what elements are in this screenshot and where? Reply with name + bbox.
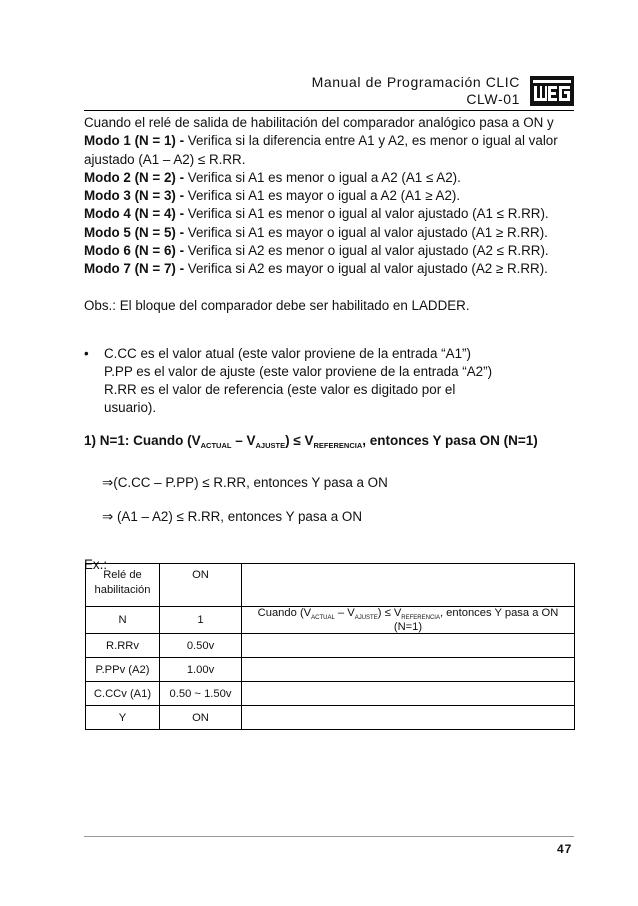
header-rule (84, 110, 574, 111)
bullet-line: C.CC es el valor atual (este valor proviene de la entrada “A1”) (104, 345, 471, 361)
table-row (86, 658, 575, 682)
table-cell (242, 706, 575, 730)
bullet-line: R.RR es el valor de referencia (este valor es digitado por el (104, 381, 456, 397)
bullet-line: P.PP es el valor de ajuste (este valor proviene de la entrada “A2”) (104, 363, 493, 379)
formula-mid1: – V (231, 432, 256, 448)
table-row (86, 607, 575, 634)
page-body (84, 114, 576, 574)
implies-arrow-icon: ⇒ (102, 508, 114, 524)
formula-prefix: 1) N=1: Cuando (V (84, 432, 201, 448)
mode-6-label: Modo 6 (N = 6) - (84, 243, 185, 259)
note-prefix: Cuando (V (257, 607, 312, 619)
mode-6-text: Verifica si A2 es menor o igual al valor ajustado (A2 ≤ R.RR). (184, 243, 549, 259)
formula-sub-actual: ACTUAL (200, 440, 232, 450)
page-header (312, 74, 520, 108)
example-table (85, 563, 575, 730)
table-cell (242, 564, 575, 607)
footer-rule (84, 836, 574, 837)
mode-5-label: Modo 5 (N = 5) - (84, 224, 185, 240)
note-suffix: , entonces Y pasa a ON (N=1) (393, 607, 559, 633)
weg-logo (530, 76, 574, 106)
table-cell (242, 634, 575, 658)
mode-5-text: Verifica si A1 es mayor o igual al valor ajustado (A1 ≥ R.RR). (184, 224, 548, 240)
table-cell: 1.00v (160, 658, 242, 682)
table-cell: ON (160, 564, 242, 607)
table-row (86, 706, 575, 730)
bullet-line: usuario). (104, 399, 157, 415)
mode-3-label: Modo 3 (N = 3) - (84, 188, 185, 204)
mode-7-text: Verifica si A2 es mayor o igual al valor ajustado (A2 ≥ R.RR). (184, 261, 548, 277)
note-sub-referencia: REFERENCIA (401, 615, 440, 621)
intro-text: Cuando el relé de salida de habilitación del comparador analógico pasa a ON y (84, 115, 554, 130)
mode-3-text: Verifica si A1 es mayor o igual a A2 (A1 ≥ A2). (184, 188, 461, 204)
page-number: 47 (557, 842, 573, 856)
mode-2-label: Modo 2 (N = 2) - (84, 169, 185, 185)
formula-sub-ajuste: AJUSTE (255, 440, 286, 450)
case-line-2 (102, 508, 576, 526)
note-sub-ajuste: AJUSTE (354, 615, 378, 621)
table-cell: C.CCv (A1) (86, 682, 160, 706)
table-cell: Relé de habilitación (86, 564, 160, 607)
table-cell: Y (86, 706, 160, 730)
note-mid2: ) ≤ V (377, 607, 402, 619)
case-line-1 (102, 474, 576, 492)
mode-7-label: Modo 7 (N = 7) - (84, 261, 185, 277)
implies-arrow-icon: ⇒ (102, 474, 114, 490)
case-text: (C.CC – P.PP) ≤ R.RR, entonces Y pasa a ON (113, 474, 388, 490)
formula-mid2: ) ≤ V (285, 432, 314, 448)
bullet-lines (104, 345, 492, 417)
bullet-symbol: • (84, 345, 89, 361)
note-sub-actual: ACTUAL (311, 615, 335, 621)
formula-sub-referencia: REFERENCIA (313, 440, 363, 450)
mode-1-text-cont: ajustado (A1 – A2) ≤ R.RR. (84, 151, 246, 167)
intro-paragraph (84, 114, 576, 279)
table-cell: N (86, 607, 160, 634)
table-cell: 0.50 ~ 1.50v (160, 682, 242, 706)
definitions-bullet (84, 345, 576, 417)
header-subtitle: CLW-01 (466, 91, 520, 107)
mode-1-text: Verifica si la diferencia entre A1 y A2, es menor o igual al valor (184, 133, 558, 149)
table-cell: ON (160, 706, 242, 730)
table-row (86, 634, 575, 658)
table-note-cell (242, 607, 575, 634)
note-mid1: – V (334, 607, 355, 619)
example-label: Ex.: (84, 556, 108, 572)
table-cell (242, 658, 575, 682)
table-cell: P.PPv (A2) (86, 658, 160, 682)
mode-4-label: Modo 4 (N = 4) - (84, 206, 185, 222)
mode-4-text: Verifica si A1 es menor o igual al valor ajustado (A1 ≤ R.RR). (184, 206, 549, 222)
table-cell: 0.50v (160, 634, 242, 658)
case-text: (A1 – A2) ≤ R.RR, entonces Y pasa a ON (113, 508, 362, 524)
mode-1-label: Modo 1 (N = 1) - (84, 133, 185, 149)
table-cell: R.RRv (86, 634, 160, 658)
formula-heading (84, 431, 576, 456)
obs-note: Obs.: El bloque del comparador debe ser habilitado en LADDER. (84, 297, 470, 313)
table-cell (242, 682, 575, 706)
table-row (86, 564, 575, 607)
mode-2-text: Verifica si A1 es menor o igual a A2 (A1 ≤ A2). (184, 169, 461, 185)
table-row (86, 682, 575, 706)
header-title: Manual de Programación CLIC (311, 74, 520, 90)
formula-suffix: , entonces Y pasa ON (N=1) (362, 432, 538, 448)
table-cell: 1 (160, 607, 242, 634)
